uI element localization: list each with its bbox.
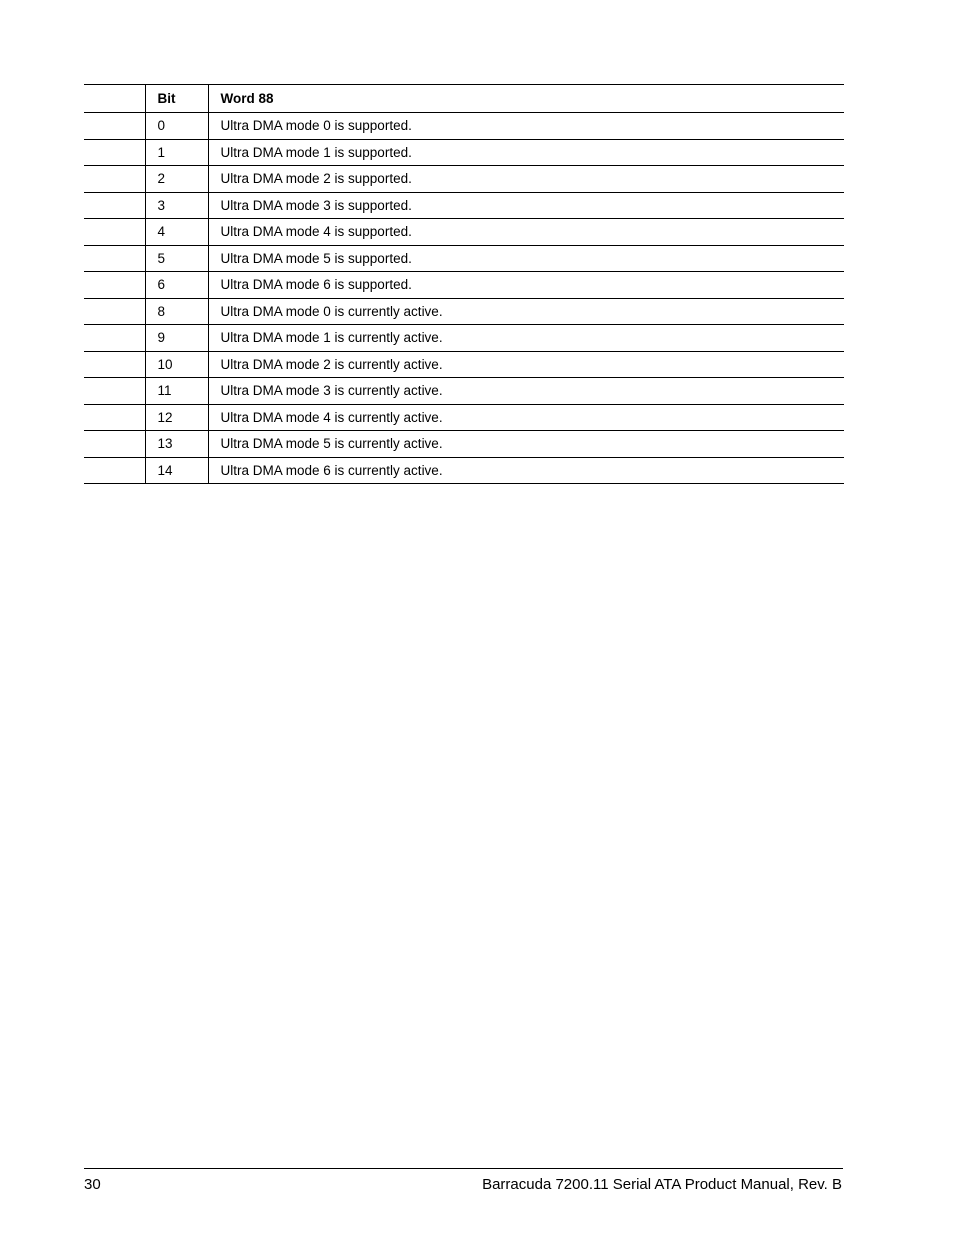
document-title: Barracuda 7200.11 Serial ATA Product Manual, Rev. B <box>482 1176 842 1193</box>
row-bit-cell: 9 <box>145 325 208 352</box>
table-row <box>84 457 844 484</box>
row-description-cell: Ultra DMA mode 5 is supported. <box>208 245 844 272</box>
table-row <box>84 431 844 458</box>
row-description-cell: Ultra DMA mode 6 is supported. <box>208 272 844 299</box>
table-row <box>84 325 844 352</box>
row-blank-cell <box>84 219 145 246</box>
row-bit-cell: 10 <box>145 351 208 378</box>
table-row <box>84 139 844 166</box>
table-row <box>84 351 844 378</box>
row-blank-cell <box>84 113 145 140</box>
table-row <box>84 245 844 272</box>
row-bit-cell: 0 <box>145 113 208 140</box>
row-blank-cell <box>84 457 145 484</box>
row-blank-cell <box>84 272 145 299</box>
row-description-cell: Ultra DMA mode 4 is currently active. <box>208 404 844 431</box>
table-body <box>84 113 844 484</box>
row-bit-cell: 11 <box>145 378 208 405</box>
table-row <box>84 298 844 325</box>
row-blank-cell <box>84 404 145 431</box>
row-description-cell: Ultra DMA mode 0 is supported. <box>208 113 844 140</box>
table-row <box>84 272 844 299</box>
table-row <box>84 166 844 193</box>
row-description-cell: Ultra DMA mode 1 is supported. <box>208 139 844 166</box>
row-blank-cell <box>84 378 145 405</box>
row-description-cell: Ultra DMA mode 2 is currently active. <box>208 351 844 378</box>
row-blank-cell <box>84 351 145 378</box>
row-description-cell: Ultra DMA mode 0 is currently active. <box>208 298 844 325</box>
row-description-cell: Ultra DMA mode 3 is currently active. <box>208 378 844 405</box>
row-blank-cell <box>84 192 145 219</box>
row-description-cell: Ultra DMA mode 3 is supported. <box>208 192 844 219</box>
row-bit-cell: 5 <box>145 245 208 272</box>
table-row <box>84 378 844 405</box>
row-blank-cell <box>84 325 145 352</box>
row-blank-cell <box>84 298 145 325</box>
row-bit-cell: 13 <box>145 431 208 458</box>
row-description-cell: Ultra DMA mode 6 is currently active. <box>208 457 844 484</box>
row-description-cell: Ultra DMA mode 4 is supported. <box>208 219 844 246</box>
row-bit-cell: 12 <box>145 404 208 431</box>
row-blank-cell <box>84 431 145 458</box>
table-row <box>84 113 844 140</box>
table-row <box>84 404 844 431</box>
row-description-cell: Ultra DMA mode 2 is supported. <box>208 166 844 193</box>
row-bit-cell: 14 <box>145 457 208 484</box>
header-bit: Bit <box>145 85 208 113</box>
table-header-row <box>84 85 844 113</box>
row-bit-cell: 6 <box>145 272 208 299</box>
row-bit-cell: 3 <box>145 192 208 219</box>
row-bit-cell: 2 <box>145 166 208 193</box>
row-description-cell: Ultra DMA mode 1 is currently active. <box>208 325 844 352</box>
row-blank-cell <box>84 245 145 272</box>
header-blank-cell <box>84 85 145 113</box>
row-blank-cell <box>84 139 145 166</box>
page-number: 30 <box>84 1176 101 1193</box>
table-row <box>84 219 844 246</box>
header-word-88: Word 88 <box>208 85 844 113</box>
footer-rule <box>84 1168 843 1169</box>
row-bit-cell: 1 <box>145 139 208 166</box>
row-bit-cell: 8 <box>145 298 208 325</box>
row-blank-cell <box>84 166 145 193</box>
row-description-cell: Ultra DMA mode 5 is currently active. <box>208 431 844 458</box>
table-row <box>84 192 844 219</box>
word-88-bit-table <box>84 84 844 484</box>
row-bit-cell: 4 <box>145 219 208 246</box>
